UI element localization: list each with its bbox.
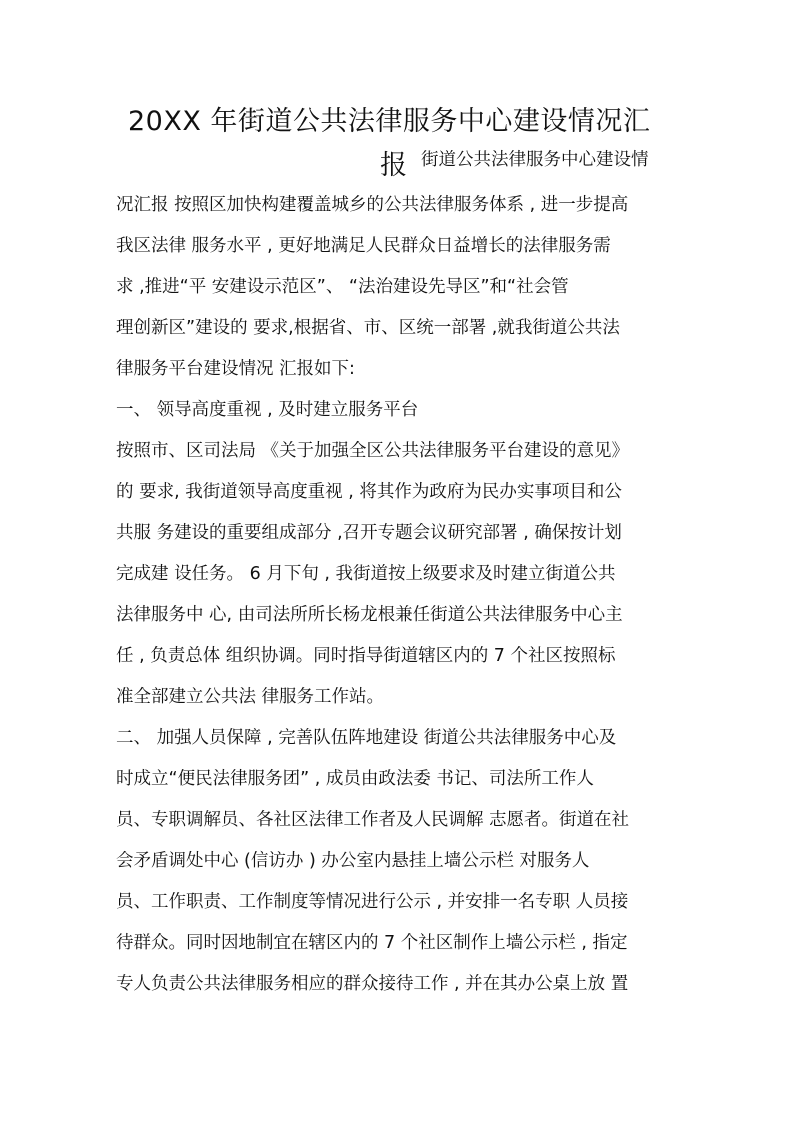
body-line: 时成立“便民法律服务团” , 成员由政法委 书记、司法所工作人	[116, 769, 594, 789]
body-line: 我区法律 服务水平 , 更好地满足人民群众日益增长的法律服务需	[116, 236, 611, 256]
section-heading: 二、 加强人员保障 , 完善队伍阵地建设 街道公共法律服务中心及	[116, 728, 617, 748]
body-line: 任 , 负责总体 组织协调。同时指导街道辖区内的 7 个社区按照标	[116, 646, 616, 666]
body-line: 员、专职调解员、各社区法律工作者及人民调解 志愿者。街道在社	[116, 810, 630, 830]
body-line: 准全部建立公共法 律服务工作站。	[116, 687, 385, 707]
body-line: 街道公共法律服务中心建设情	[421, 150, 649, 170]
body-line: 理创新区”建设的 要求,根据省、市、区统一部署 ,就我街道公共法	[116, 318, 620, 338]
body-line: 完成建 设任务。 6 月下旬 , 我街道按上级要求及时建立街道公共	[116, 564, 616, 584]
body-line: 况汇报 按照区加快构建覆盖城乡的公共法律服务体系 , 进一步提高	[116, 195, 629, 215]
section-heading: 一、 领导高度重视 , 及时建立服务平台	[116, 400, 419, 420]
document-title-continuation: 报	[380, 150, 407, 181]
body-line: 按照市、区司法局 《关于加强全区公共法律服务平台建设的意见》	[116, 441, 630, 461]
body-line: 法律服务中 心, 由司法所所长杨龙根兼任街道公共法律服务中心主	[116, 605, 623, 625]
body-line: 待群众。同时因地制宜在辖区内的 7 个社区制作上墙公示栏 , 指定	[116, 933, 628, 953]
body-line: 求 ,推进“平 安建设示范区”、 “法治建设先导区”和“社会管	[116, 277, 569, 297]
body-line: 员、工作职责、工作制度等情况进行公示 , 并安排一名专职 人员接	[116, 892, 629, 912]
body-line: 会矛盾调处中心 (信访办 ) 办公室内悬挂上墙公示栏 对服务人	[116, 851, 590, 871]
body-line: 共服 务建设的重要组成部分 ,召开专题会议研究部署 , 确保按计划	[116, 523, 622, 543]
body-line: 律服务平台建设情况 汇报如下:	[116, 359, 355, 379]
body-line: 的 要求, 我街道领导高度重视 , 将其作为政府为民办实事项目和公	[116, 482, 622, 502]
body-line: 专人负责公共法律服务相应的群众接待工作 , 并在其办公桌上放 置	[116, 974, 629, 994]
document-title: 20XX 年街道公共法律服务中心建设情况汇	[128, 106, 651, 137]
